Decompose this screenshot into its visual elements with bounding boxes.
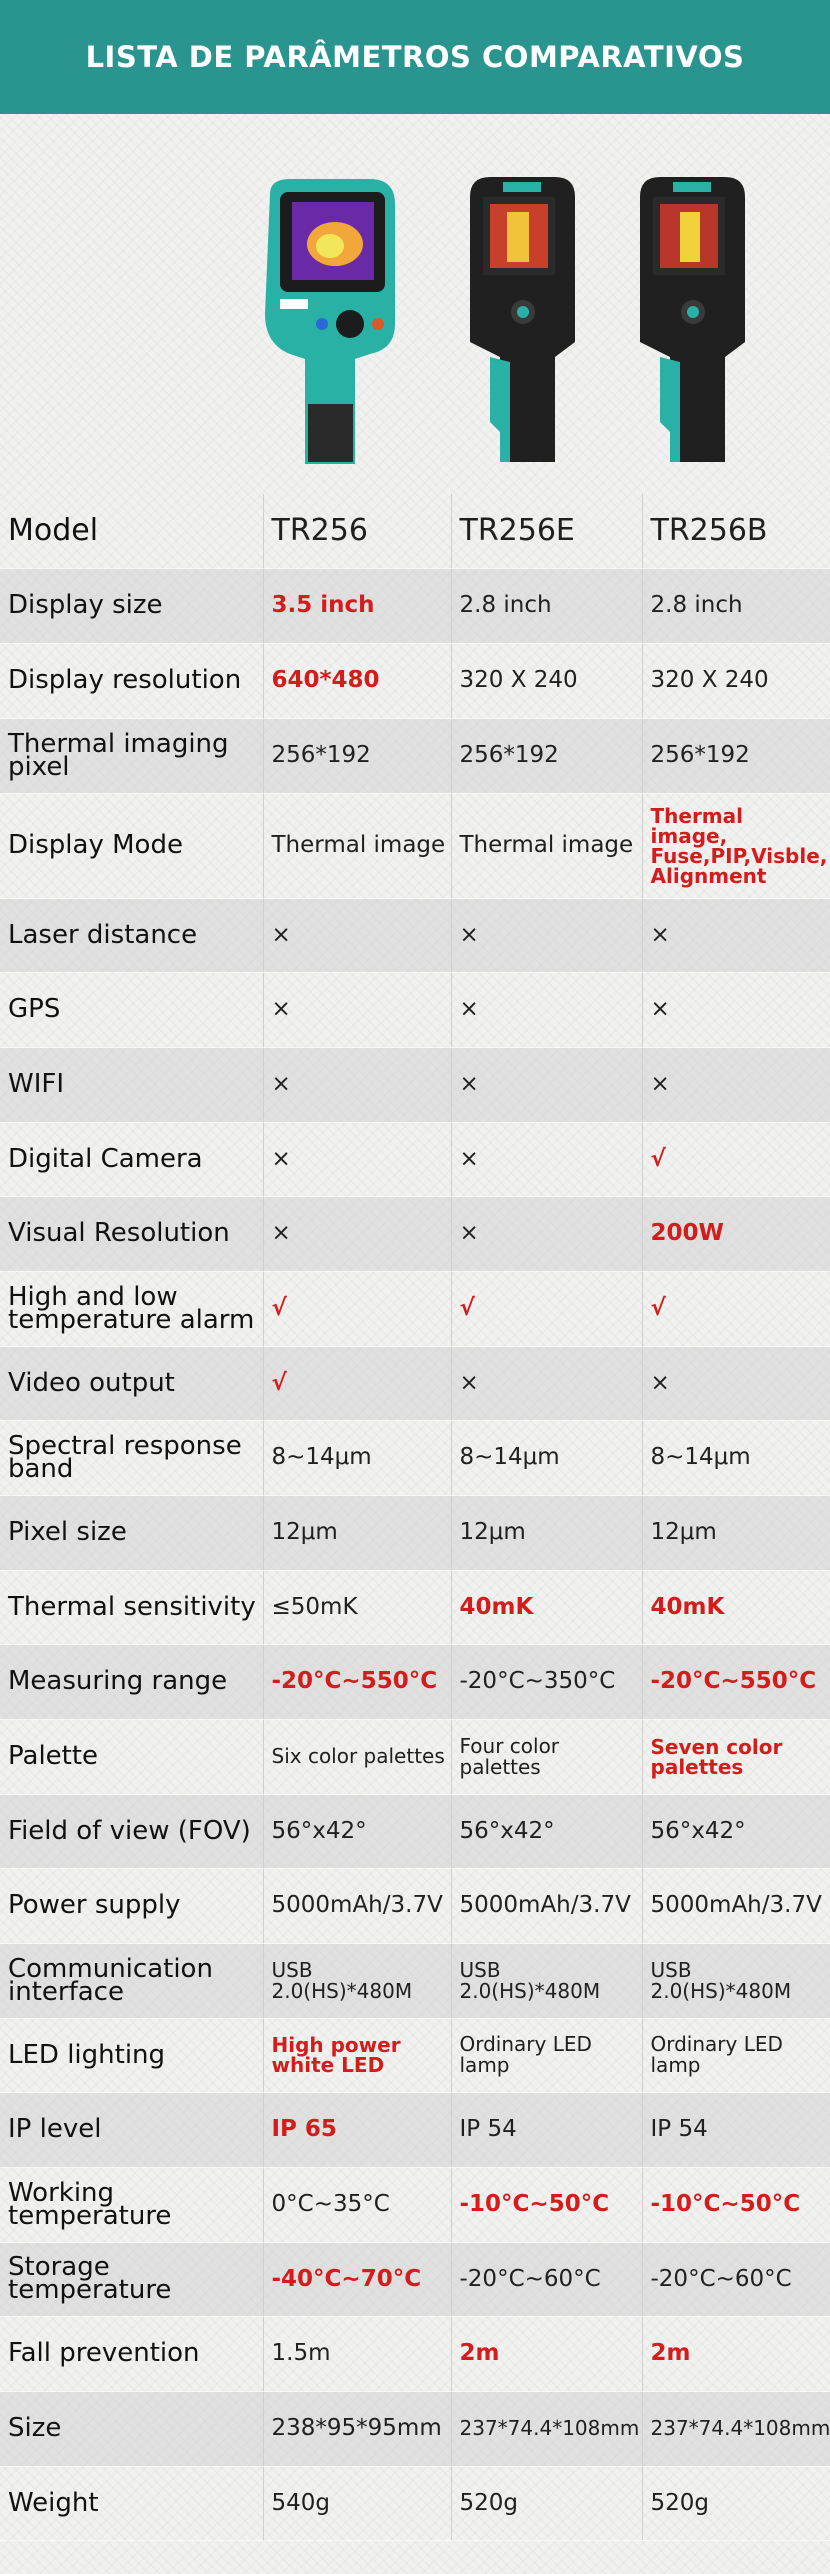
table-row [0,1570,830,1644]
cell-tr256b: Seven color palettes [642,1719,830,1794]
table-row [0,1794,830,1868]
cell-tr256b: -20°C~550°C [642,1644,830,1719]
row-label: Display resolution [0,643,263,718]
cell-tr256e: × [451,1196,642,1271]
row-label: Video output [0,1346,263,1420]
row-label: Storage temperature [0,2242,263,2316]
row-label: Pixel size [0,1495,263,1570]
cell-tr256: 5000mAh/3.7V [263,1868,451,1943]
comparison-table-body [0,494,830,2540]
cell-tr256: High power white LED [263,2018,451,2092]
cell-tr256b: 5000mAh/3.7V [642,1868,830,1943]
row-label: Display size [0,568,263,643]
cell-tr256: × [263,1047,451,1122]
cell-tr256b: 2m [642,2316,830,2391]
table-row [0,2167,830,2242]
cell-tr256b: 8~14μm [642,1420,830,1495]
row-label: Measuring range [0,1644,263,1719]
cell-tr256e: TR256E [451,494,642,568]
cell-tr256: Thermal image [263,793,451,898]
cell-tr256e: × [451,1122,642,1196]
cell-tr256b: 56°x42° [642,1794,830,1868]
cell-tr256b: Thermal image, Fuse,PIP,Visble, Alignment [642,793,830,898]
cell-tr256b: 40mK [642,1570,830,1644]
cell-tr256e: 56°x42° [451,1794,642,1868]
table-row [0,2018,830,2092]
cell-tr256b: × [642,898,830,972]
row-label: Fall prevention [0,2316,263,2391]
table-row [0,1420,830,1495]
cell-tr256e: 2m [451,2316,642,2391]
row-label: Palette [0,1719,263,1794]
cell-tr256e: √ [451,1271,642,1346]
cell-tr256b: × [642,1346,830,1420]
cell-tr256e: × [451,972,642,1047]
cell-tr256: × [263,1122,451,1196]
cell-tr256b: 256*192 [642,718,830,793]
cell-tr256: Six color palettes [263,1719,451,1794]
cell-tr256b: √ [642,1122,830,1196]
cell-tr256e: 8~14μm [451,1420,642,1495]
cell-tr256e: -20°C~60°C [451,2242,642,2316]
cell-tr256: √ [263,1271,451,1346]
table-row [0,1122,830,1196]
cell-tr256: IP 65 [263,2092,451,2167]
cell-tr256e: USB 2.0(HS)*480M [451,1943,642,2018]
cell-tr256: 12μm [263,1495,451,1570]
cell-tr256b: 520g [642,2466,830,2540]
row-label: LED lighting [0,2018,263,2092]
cell-tr256: 56°x42° [263,1794,451,1868]
cell-tr256b: IP 54 [642,2092,830,2167]
cell-tr256b: 2.8 inch [642,568,830,643]
cell-tr256e: 12μm [451,1495,642,1570]
cell-tr256b: × [642,972,830,1047]
row-label: IP level [0,2092,263,2167]
cell-tr256b: × [642,1047,830,1122]
cell-tr256: 540g [263,2466,451,2540]
table-row [0,2391,830,2466]
row-label: High and low temperature alarm [0,1271,263,1346]
product-images [0,114,830,494]
table-row [0,2316,830,2391]
table-row [0,718,830,793]
cell-tr256e: Ordinary LED lamp [451,2018,642,2092]
cell-tr256e: 40mK [451,1570,642,1644]
row-label: Working temperature [0,2167,263,2242]
table-row [0,568,830,643]
table-row [0,1868,830,1943]
row-label: Laser distance [0,898,263,972]
cell-tr256: × [263,972,451,1047]
table-row [0,1346,830,1420]
cell-tr256b: 320 X 240 [642,643,830,718]
table-row [0,1495,830,1570]
cell-tr256e: IP 54 [451,2092,642,2167]
cell-tr256b: -20°C~60°C [642,2242,830,2316]
cell-tr256: √ [263,1346,451,1420]
table-row [0,898,830,972]
cell-tr256: 3.5 inch [263,568,451,643]
table-row [0,1719,830,1794]
table-row [0,1644,830,1719]
cell-tr256b: 200W [642,1196,830,1271]
row-label: GPS [0,972,263,1047]
row-label: Digital Camera [0,1122,263,1196]
cell-tr256: 1.5m [263,2316,451,2391]
cell-tr256b: TR256B [642,494,830,568]
cell-tr256e: 520g [451,2466,642,2540]
cell-tr256: TR256 [263,494,451,568]
cell-tr256: 256*192 [263,718,451,793]
row-label: Thermal imaging pixel [0,718,263,793]
cell-tr256: 640*480 [263,643,451,718]
cell-tr256: 0°C~35°C [263,2167,451,2242]
cell-tr256: -40°C~70°C [263,2242,451,2316]
table-row [0,1943,830,2018]
cell-tr256b: 12μm [642,1495,830,1570]
table-row [0,1196,830,1271]
row-label: Field of view (FOV) [0,1794,263,1868]
cell-tr256b: USB 2.0(HS)*480M [642,1943,830,2018]
table-row [0,2092,830,2167]
cell-tr256b: 237*74.4*108mm [642,2391,830,2466]
thermal-camera-tr256-image [250,174,410,474]
cell-tr256e: 320 X 240 [451,643,642,718]
cell-tr256e: Four color palettes [451,1719,642,1794]
cell-tr256b: Ordinary LED lamp [642,2018,830,2092]
comparison-table [0,494,830,2541]
table-row [0,1047,830,1122]
table-row [0,494,830,568]
cell-tr256e: Thermal image [451,793,642,898]
table-row [0,793,830,898]
cell-tr256e: × [451,1346,642,1420]
row-label: Visual Resolution [0,1196,263,1271]
row-label: Size [0,2391,263,2466]
row-label: Spectral response band [0,1420,263,1495]
cell-tr256: -20°C~550°C [263,1644,451,1719]
cell-tr256b: √ [642,1271,830,1346]
cell-tr256e: 2.8 inch [451,568,642,643]
cell-tr256: USB 2.0(HS)*480M [263,1943,451,2018]
cell-tr256e: -10°C~50°C [451,2167,642,2242]
page-header [0,0,830,114]
table-row [0,972,830,1047]
cell-tr256: 8~14μm [263,1420,451,1495]
cell-tr256e: 256*192 [451,718,642,793]
cell-tr256e: 237*74.4*108mm [451,2391,642,2466]
thermal-camera-tr256b-image [625,172,755,472]
thermal-camera-tr256e-image [455,172,585,472]
cell-tr256e: -20°C~350°C [451,1644,642,1719]
cell-tr256: × [263,1196,451,1271]
cell-tr256e: × [451,1047,642,1122]
row-label: Communication interface [0,1943,263,2018]
cell-tr256e: × [451,898,642,972]
table-row [0,2466,830,2540]
cell-tr256: ≤50mK [263,1570,451,1644]
row-label: Model [0,494,263,568]
row-label: Power supply [0,1868,263,1943]
page-title: LISTA DE PARÂMETROS COMPARATIVOS [85,40,745,74]
table-row [0,2242,830,2316]
table-row [0,1271,830,1346]
row-label: Weight [0,2466,263,2540]
table-row [0,643,830,718]
cell-tr256e: 5000mAh/3.7V [451,1868,642,1943]
cell-tr256: 238*95*95mm [263,2391,451,2466]
cell-tr256b: -10°C~50°C [642,2167,830,2242]
row-label: Thermal sensitivity [0,1570,263,1644]
row-label: Display Mode [0,793,263,898]
cell-tr256: × [263,898,451,972]
row-label: WIFI [0,1047,263,1122]
